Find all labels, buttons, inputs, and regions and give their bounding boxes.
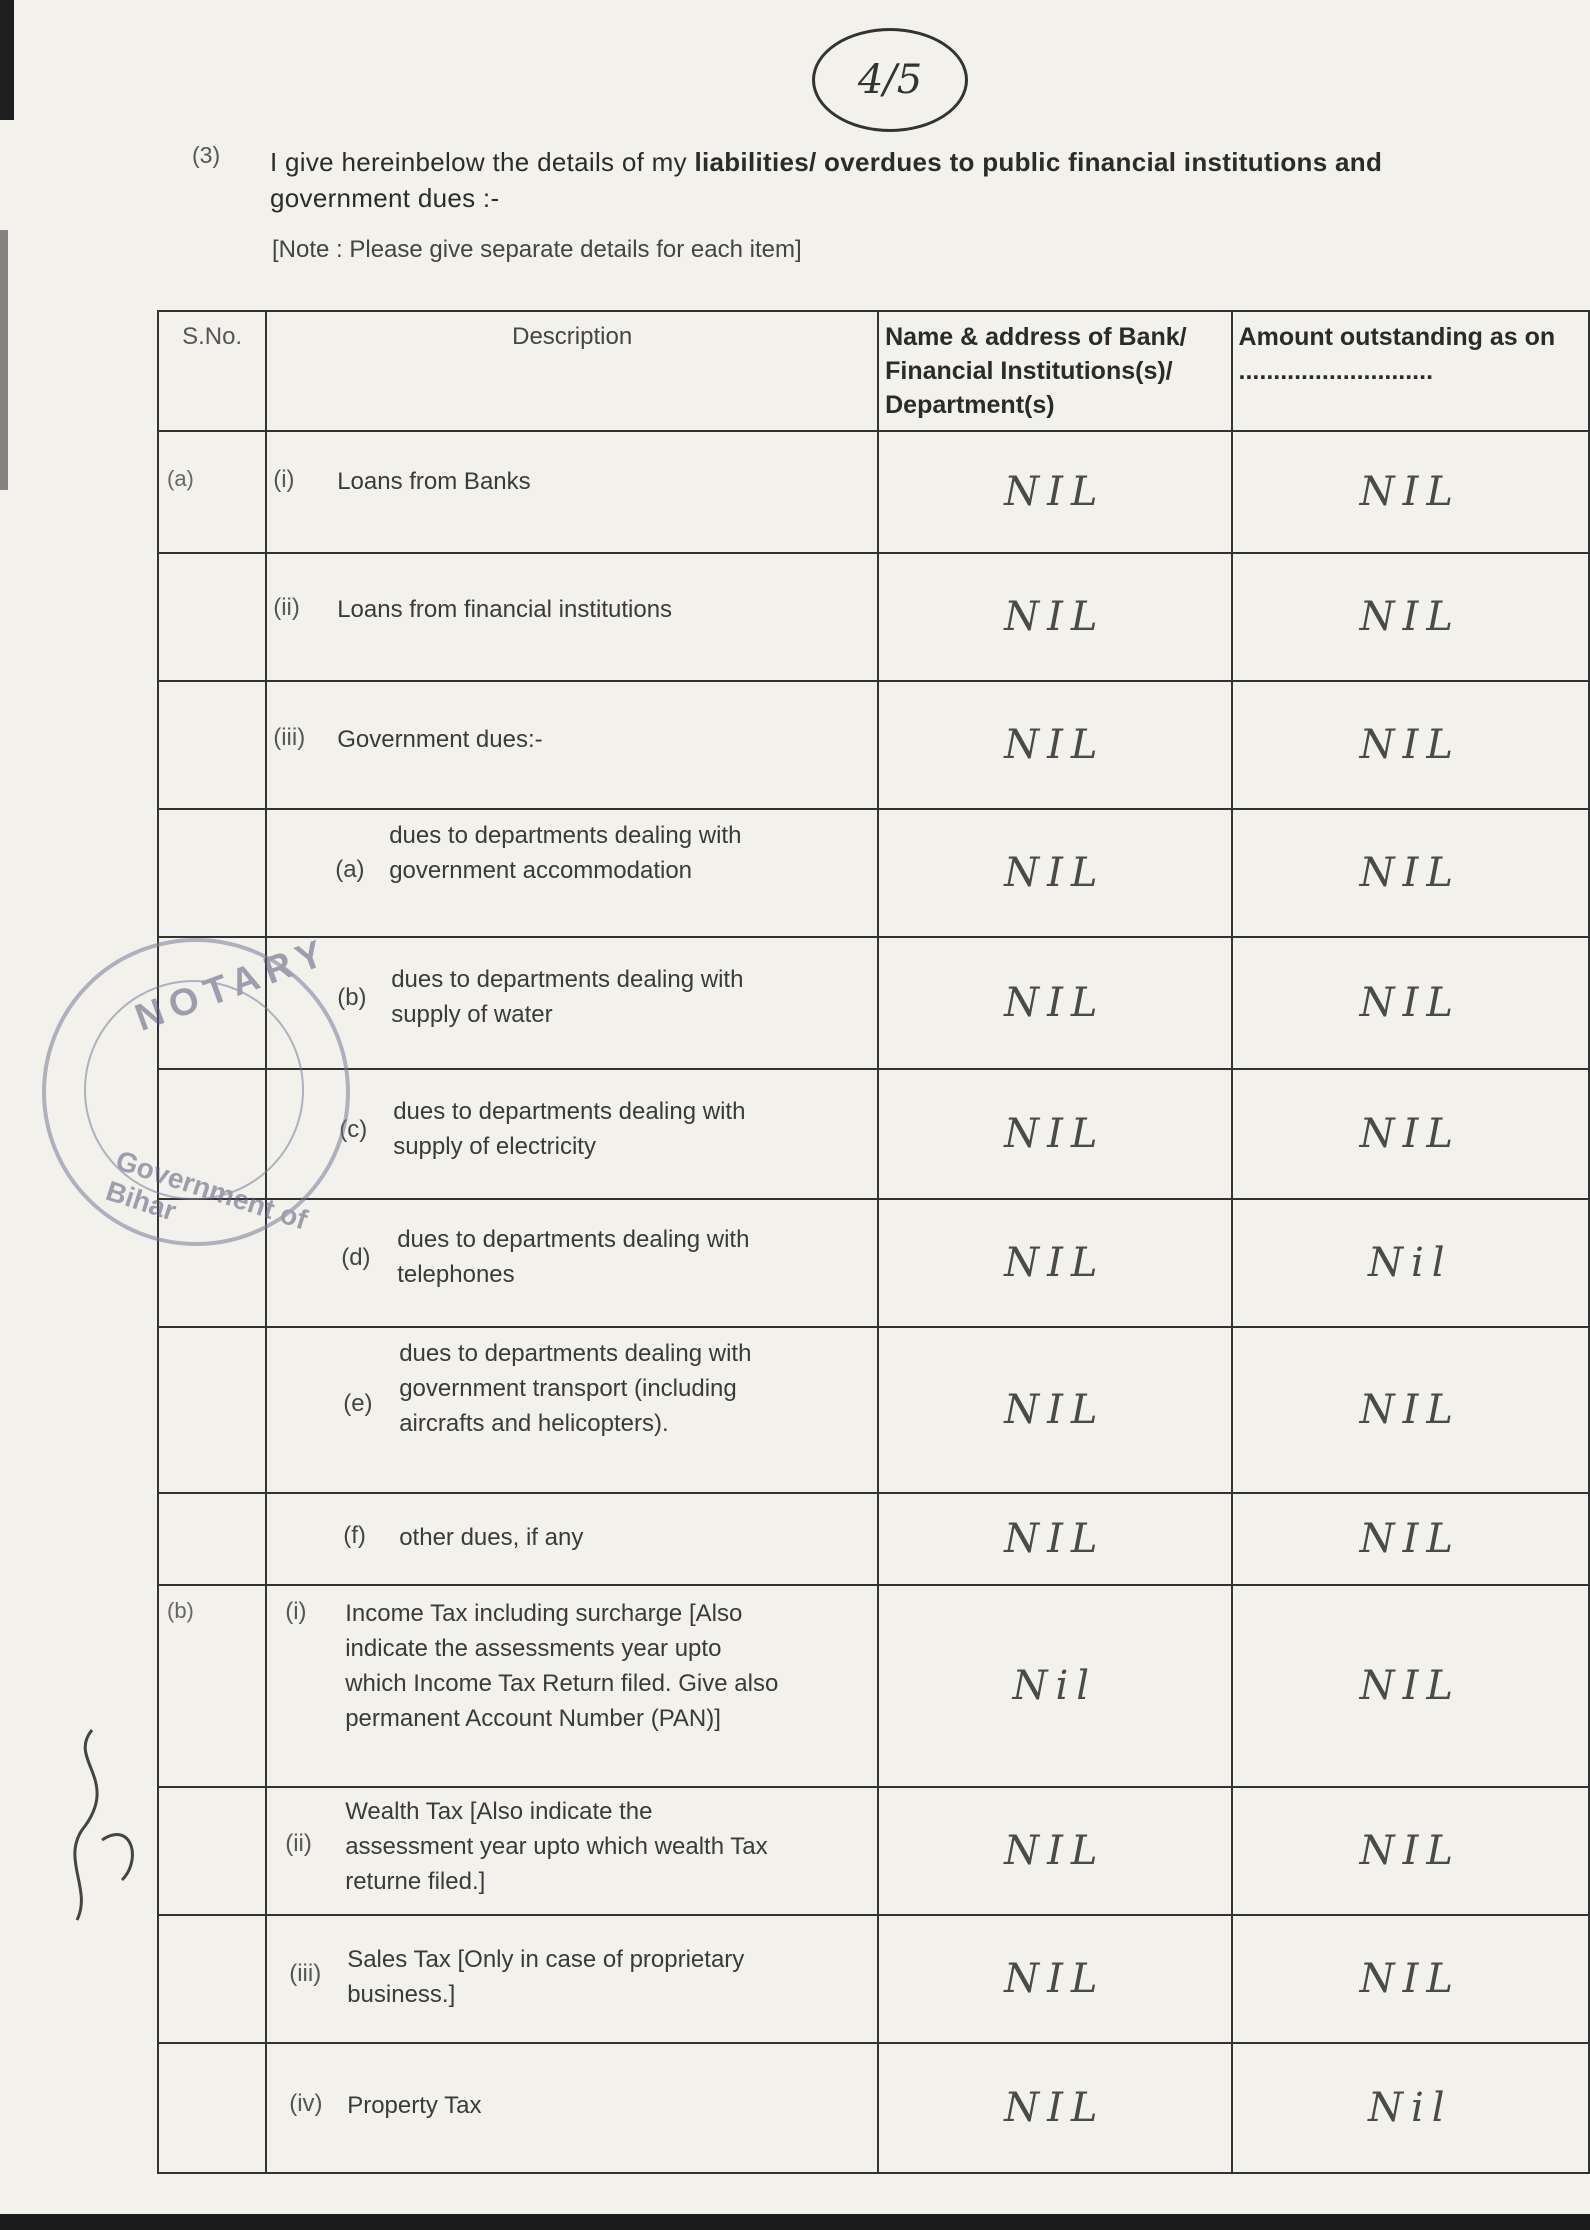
row-amount-value: NIL — [1359, 1828, 1461, 1874]
intro-text-line2: government dues :- — [270, 183, 500, 213]
row-description: dues to departments dealing with supply of electricity — [393, 1098, 746, 1160]
row-sno: (b) — [167, 1598, 194, 1623]
intro-paragraph — [270, 144, 1500, 216]
row-amount-value: NIL — [1359, 594, 1461, 640]
row-amount-value: NIL — [1359, 722, 1461, 768]
row-sno: (a) — [167, 466, 194, 491]
row-description: dues to departments dealing with telephones — [397, 1226, 750, 1288]
intro-text-bold: liabilities/ overdues to public financial institutions and — [694, 147, 1383, 177]
intro-text-plain: I give hereinbelow the details of my — [270, 147, 695, 177]
row-description: dues to departments dealing with government transport (including aircrafts and helicopters). — [399, 1340, 752, 1437]
row-bank-value: NIL — [1004, 1516, 1106, 1562]
row-bank-value: Nil — [1012, 1663, 1098, 1709]
scan-edge-bottom — [0, 2214, 1590, 2230]
table-row — [158, 1585, 1589, 1787]
notary-stamp-title: NOTARY — [129, 930, 337, 1040]
scan-edge-top — [0, 0, 14, 120]
notary-stamp — [42, 930, 350, 1246]
table-row — [158, 1787, 1589, 1915]
table-row — [158, 681, 1589, 809]
row-amount-value: NIL — [1359, 1111, 1461, 1157]
row-number: (iii) — [273, 724, 306, 751]
row-bank-value: NIL — [1004, 2085, 1106, 2131]
row-amount-value: NIL — [1359, 1956, 1461, 2002]
dues-table — [157, 310, 1590, 2174]
notary-stamp-subtitle: Government of Bihar — [102, 1144, 312, 1236]
row-bank-value: NIL — [1004, 1111, 1106, 1157]
row-number: (b) — [337, 984, 367, 1011]
row-bank-value: NIL — [1004, 469, 1106, 515]
item-number: (3) — [192, 142, 221, 168]
table-row — [158, 1915, 1589, 2043]
row-bank-value: NIL — [1004, 1240, 1106, 1286]
row-amount-value: NIL — [1359, 469, 1461, 515]
header-amount: Amount outstanding as on ............................ — [1232, 311, 1589, 431]
row-bank-value: NIL — [1004, 722, 1106, 768]
row-description: Income Tax including surcharge [Also indicate the assessments year upto which Income Tax Return filed. Give also permanent Account Number (PAN)] — [345, 1600, 779, 1732]
table-row — [158, 553, 1589, 681]
row-number: (i) — [273, 466, 295, 493]
row-number: (i) — [285, 1598, 307, 1625]
row-number: (e) — [343, 1390, 373, 1417]
scan-edge-left — [0, 230, 8, 490]
table-row — [158, 431, 1589, 553]
row-bank-value: NIL — [1004, 1956, 1106, 2002]
row-number: (iv) — [289, 2090, 323, 2117]
row-amount-value: Nil — [1367, 2085, 1453, 2131]
row-description: dues to departments dealing with government accommodation — [389, 822, 742, 884]
row-bank-value: NIL — [1004, 1387, 1106, 1433]
row-number: (ii) — [285, 1830, 312, 1857]
row-description: dues to departments dealing with supply of water — [391, 966, 744, 1028]
row-bank-value: NIL — [1004, 1828, 1106, 1874]
row-amount-value: NIL — [1359, 1516, 1461, 1562]
row-number: (f) — [343, 1522, 366, 1549]
note-text: [Note : Please give separate details for each item] — [272, 236, 802, 263]
table-row — [158, 1493, 1589, 1585]
row-number: (c) — [339, 1116, 368, 1143]
row-description: Loans from Banks — [337, 468, 531, 495]
row-amount-value: NIL — [1359, 850, 1461, 896]
table-header-row — [158, 311, 1589, 431]
row-description: Government dues:- — [337, 726, 543, 753]
table-row — [158, 937, 1589, 1069]
table-row — [158, 1069, 1589, 1199]
row-number: (a) — [335, 856, 365, 883]
row-number: (ii) — [273, 594, 300, 621]
row-description: Wealth Tax [Also indicate the assessment year upto which wealth Tax returne filed.] — [345, 1798, 768, 1895]
row-amount-value: NIL — [1359, 980, 1461, 1026]
row-bank-value: NIL — [1004, 594, 1106, 640]
row-amount-value: Nil — [1367, 1240, 1453, 1286]
table-row — [158, 1199, 1589, 1327]
header-bank: Name & address of Bank/ Financial Institutions(s)/ Department(s) — [878, 311, 1231, 431]
row-description: Property Tax — [347, 2092, 482, 2119]
row-number: (d) — [341, 1244, 371, 1271]
table-row — [158, 2043, 1589, 2173]
row-amount-value: NIL — [1359, 1663, 1461, 1709]
table-row — [158, 1327, 1589, 1493]
signature-mark — [62, 1720, 152, 1930]
row-description: Loans from financial institutions — [337, 596, 673, 623]
header-description: Description — [266, 311, 878, 431]
row-bank-value: NIL — [1004, 980, 1106, 1026]
header-sno: S.No. — [158, 311, 266, 431]
row-bank-value: NIL — [1004, 850, 1106, 896]
row-number: (iii) — [289, 1960, 322, 1987]
row-description: other dues, if any — [399, 1524, 584, 1551]
page-number-mark: 4/5 — [812, 28, 968, 132]
row-description: Sales Tax [Only in case of proprietary business.] — [347, 1946, 745, 2008]
row-amount-value: NIL — [1359, 1387, 1461, 1433]
table-row — [158, 809, 1589, 937]
